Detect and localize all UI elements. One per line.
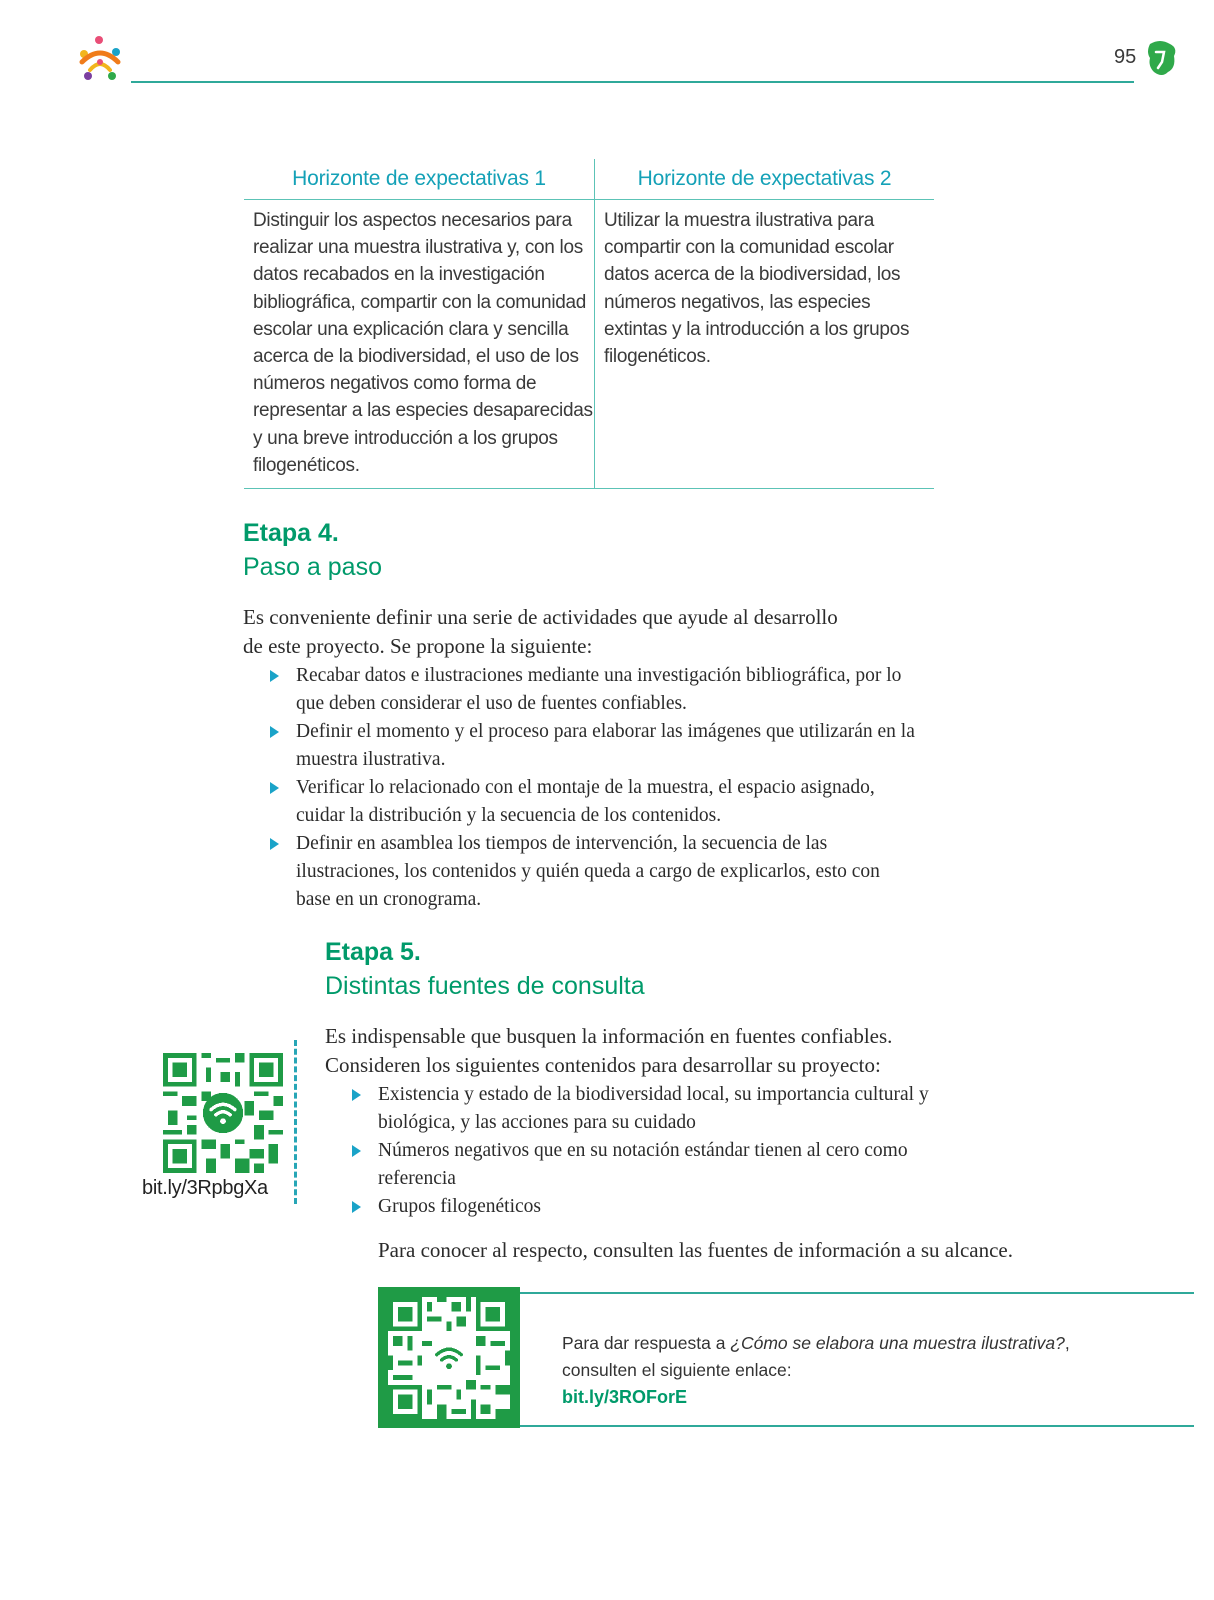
- mascot-icon: [1144, 38, 1178, 78]
- etapa5-list: [378, 1081, 938, 1221]
- page-number: 95: [1114, 46, 1137, 68]
- bullet-arrow-icon: [270, 838, 279, 850]
- etapa5-title: Distintas fuentes de consulta: [325, 972, 645, 1000]
- logo-icon: [72, 32, 128, 88]
- etapa4-heading: [243, 516, 382, 584]
- list-item: Números negativos que en su notación estándar tienen al cero como referencia: [378, 1137, 938, 1193]
- etapa5-number: Etapa 5.: [325, 938, 421, 966]
- bullet-arrow-icon: [270, 670, 279, 682]
- bullet-arrow-icon: [352, 1145, 361, 1157]
- table-bottom-rule: [244, 488, 934, 489]
- qr-code-icon[interactable]: [388, 1297, 510, 1419]
- bullet-arrow-icon: [270, 782, 279, 794]
- header-rule: [131, 81, 1134, 83]
- list-item: Verificar lo relacionado con el montaje de la muestra, el espacio asignado, cuidar la distribución y la secuencia de los contenidos.: [296, 774, 916, 830]
- table-cell-2: Utilizar la muestra ilustrativa para compartir con la comunidad escolar datos acerca de la biodiversidad, los números negativos, las especies extintas y la introducción a los grupos filogenéticos.: [604, 210, 910, 368]
- etapa4-list: [296, 662, 916, 914]
- etapa5-closing: Para conocer al respecto, consulten las fuentes de información a su alcance.: [378, 1238, 1013, 1262]
- list-item: Recabar datos e ilustraciones mediante una investigación bibliográfica, por lo que deben considerar el uso de fuentes confiables.: [296, 662, 916, 718]
- etapa5-heading: [325, 935, 645, 1003]
- table-column-divider: [594, 159, 595, 489]
- bullet-arrow-icon: [270, 726, 279, 738]
- link-box-question: ¿Cómo se elabora una muestra ilustrativa?: [730, 1333, 1065, 1353]
- table-header-rule: [244, 199, 934, 200]
- table-header-1: Horizonte de expectativas 1: [292, 167, 546, 190]
- expectations-table: [244, 159, 934, 489]
- link-box-text: Para dar respuesta a ¿Cómo se elabora una muestra ilustrativa?, consulten el siguiente enlace: bit.ly/3ROForE: [562, 1330, 1122, 1411]
- list-item: Existencia y estado de la biodiversidad local, su importancia cultural y biológica, y las acciones para su cuidado: [378, 1081, 938, 1137]
- qr-link-label[interactable]: bit.ly/3RpbgXa: [142, 1177, 268, 1199]
- etapa4-number: Etapa 4.: [243, 519, 339, 547]
- etapa4-intro: Es conveniente definir una serie de actividades que ayude al desarrollo de este proyecto. Se propone la siguiente:: [243, 605, 838, 658]
- etapa5-intro: Es indispensable que busquen la información en fuentes confiables. Consideren los siguientes contenidos para desarrollar su proyecto:: [325, 1024, 893, 1077]
- bullet-arrow-icon: [352, 1089, 361, 1101]
- side-dashed-divider: [294, 1040, 297, 1204]
- list-item: Definir el momento y el proceso para elaborar las imágenes que utilizarán en la muestra ilustrativa.: [296, 718, 916, 774]
- qr-code-icon[interactable]: [163, 1053, 283, 1173]
- list-item: Definir en asamblea los tiempos de intervención, la secuencia de las ilustraciones, los contenidos y quién queda a cargo de explicarlos, esto con base en un cronograma.: [296, 830, 916, 914]
- etapa4-title: Paso a paso: [243, 553, 382, 581]
- table-cell-1: Distinguir los aspectos necesarios para realizar una muestra ilustrativa y, con los datos recabados en la investigación bibliográfica, compartir con la comunidad escolar una explicación clara y sencilla acerca de la biodiversidad, el uso de los números negativos como forma de representar a las especies desaparecidas y una breve introducción a los grupos filogenéticos.: [253, 210, 593, 476]
- link-url[interactable]: bit.ly/3ROForE: [562, 1387, 688, 1407]
- bullet-arrow-icon: [352, 1201, 361, 1213]
- table-header-2: Horizonte de expectativas 2: [637, 167, 892, 190]
- list-item: Grupos filogenéticos: [378, 1193, 938, 1221]
